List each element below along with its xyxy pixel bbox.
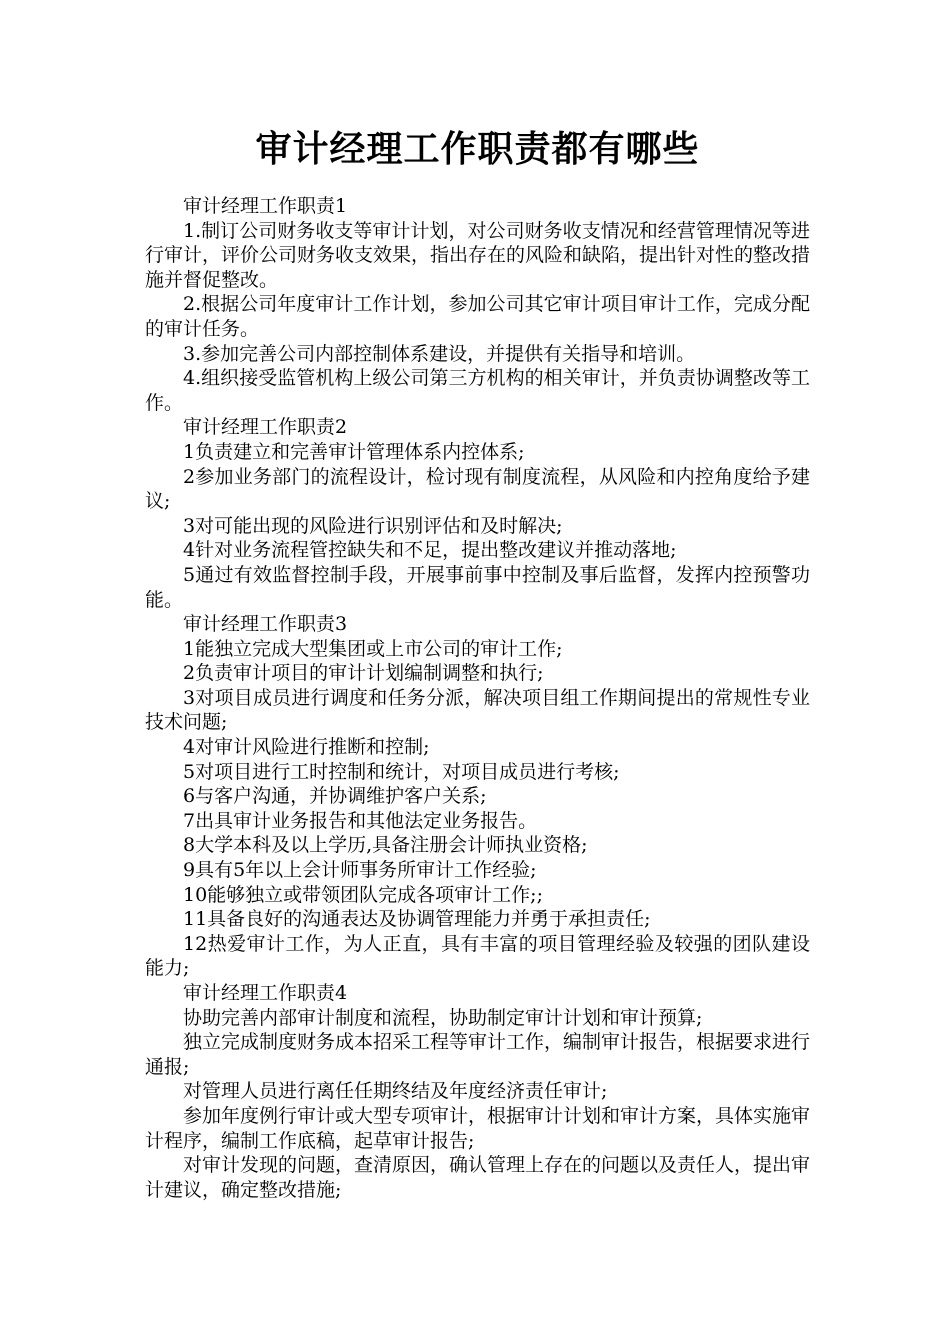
paragraph: 9具有5年以上会计师事务所审计工作经验; bbox=[183, 859, 537, 882]
paragraph: 4对审计风险进行推断和控制; bbox=[183, 736, 430, 759]
paragraph: 协助完善内部审计制度和流程，协助制定审计计划和审计预算; bbox=[183, 1006, 703, 1029]
paragraph: 6与客户沟通，并协调维护客户关系; bbox=[183, 785, 487, 808]
paragraph: 10能够独立或带领团队完成各项审计工作;; bbox=[183, 883, 543, 906]
paragraph: 对审计发现的问题，查清原因，确认管理上存在的问题以及责任人，提出审计建议，确定整改措施; bbox=[145, 1154, 811, 1201]
paragraph: 2.根据公司年度审计工作计划，参加公司其它审计项目审计工作，完成分配的审计任务。 bbox=[145, 293, 810, 340]
paragraph: 3.参加完善公司内部控制体系建设，并提供有关指导和培训。 bbox=[183, 342, 696, 365]
paragraph: 3对可能出现的风险进行识别评估和及时解决; bbox=[183, 514, 563, 537]
paragraph: 1.制订公司财务收支等审计计划，对公司财务收支情况和经营管理情况等进行审计，评价公司财务收支效果，指出存在的风险和缺陷，提出针对性的整改措施并督促整改。 bbox=[145, 219, 811, 291]
paragraph: 参加年度例行审计或大型专项审计，根据审计计划和审计方案，具体实施审计程序，编制工作底稿，起草审计报告; bbox=[145, 1104, 811, 1152]
paragraph: 12热爱审计工作，为人正直，具有丰富的项目管理经验及较强的团队建设能力; bbox=[145, 932, 810, 980]
section-heading: 审计经理工作职责1 bbox=[183, 195, 348, 217]
paragraph: 1能独立完成大型集团或上市公司的审计工作; bbox=[183, 637, 563, 660]
paragraph: 独立完成制度财务成本招采工程等审计工作，编制审计报告，根据要求进行通报; bbox=[145, 1031, 811, 1078]
paragraph: 2参加业务部门的流程设计，检讨现有制度流程，从风险和内控角度给予建议; bbox=[145, 465, 810, 513]
section-heading: 审计经理工作职责2 bbox=[183, 416, 348, 439]
paragraph: 4.组织接受监管机构上级公司第三方机构的相关审计，并负责协调整改等工作。 bbox=[145, 367, 810, 414]
paragraph: 8大学本科及以上学历,具备注册会计师执业资格; bbox=[183, 834, 588, 857]
paragraph: 7出具审计业务报告和其他法定业务报告。 bbox=[183, 809, 538, 832]
document-page bbox=[145, 128, 810, 1202]
paragraph: 2负责审计项目的审计计划编制调整和执行; bbox=[183, 662, 544, 685]
document-title: 审计经理工作职责都有哪些 bbox=[255, 129, 700, 170]
document-body bbox=[145, 194, 810, 1202]
paragraph: 5对项目进行工时控制和统计，对项目成员进行考核; bbox=[183, 760, 620, 783]
paragraph: 3对项目成员进行调度和任务分派，解决项目组工作期间提出的常规性专业技术问题; bbox=[145, 686, 810, 734]
paragraph: 11具备良好的沟通表达及协调管理能力并勇于承担责任; bbox=[183, 908, 651, 931]
paragraph: 5通过有效监督控制手段，开展事前事中控制及事后监督，发挥内控预警功能。 bbox=[145, 563, 810, 611]
section-heading: 审计经理工作职责4 bbox=[183, 982, 348, 1004]
paragraph: 对管理人员进行离任任期终结及年度经济责任审计; bbox=[183, 1080, 608, 1103]
section-heading: 审计经理工作职责3 bbox=[183, 613, 348, 636]
paragraph: 1负责建立和完善审计管理体系内控体系; bbox=[183, 440, 525, 463]
paragraph: 4针对业务流程管控缺失和不足，提出整改建议并推动落地; bbox=[183, 539, 677, 562]
